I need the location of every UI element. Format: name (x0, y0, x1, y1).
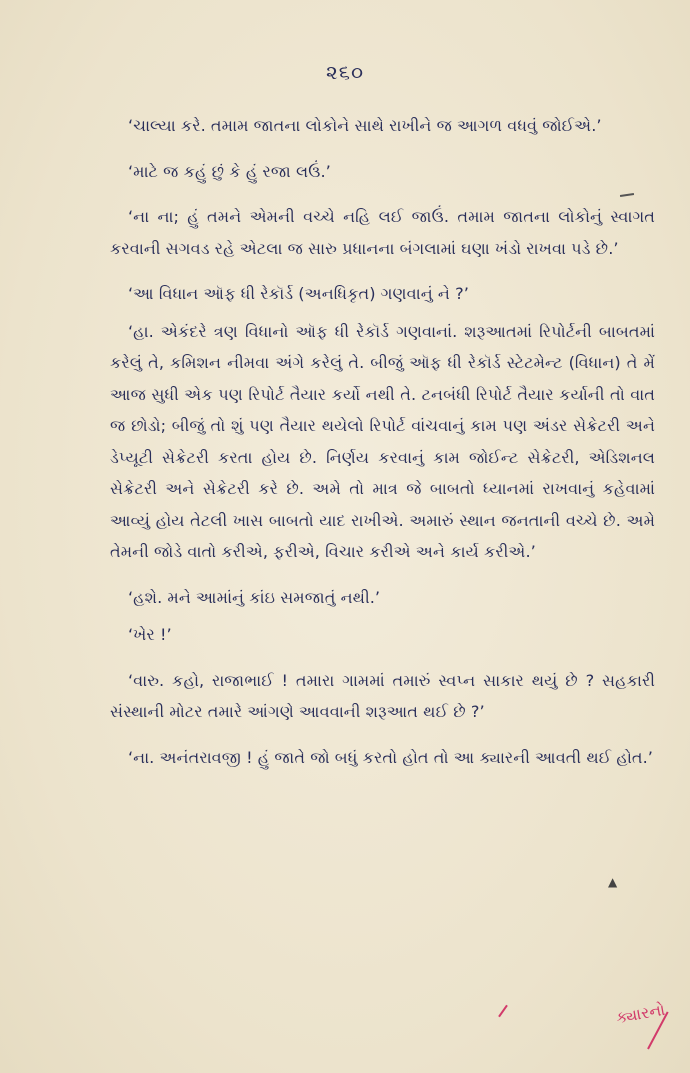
paragraph-6: ‘હશે. મને આમાંનું કાંઇ સમજાતું નથી.’ (128, 587, 381, 607)
paragraph-3: ‘ના ના; હું તમને એમની વચ્ચે નહિ લઈ જાઉં. તમામ જાતના લોકોનું સ્વાગત કરવાની સગવડ રહે એટલા જ સારુ પ્રધાનના બંગલામાં ઘણા ખંડો રાખવા પડે છે.’ (110, 207, 655, 258)
paragraph-7: ‘ખેર !’ (128, 625, 172, 644)
paragraph-8: ‘વારુ. કહો, રાજાભાઈ ! તમારા ગામમાં તમારું સ્વપ્ન સાકાર થયું છે ? સહકારી સંસ્થાની મોટર તમારે આંગણે આવવાની શરૂઆત થઈ છે ?’ (110, 670, 655, 721)
handwritten-annotation: ક્યારનો (614, 999, 667, 1028)
handwritten-strike-mark (498, 1005, 508, 1018)
margin-caret-mark: ▲ (608, 875, 618, 889)
paragraph-9: ‘ના. અનંતરાવજી ! હું જાતે જો બધું કરતો હોત તો આ ક્યારની આવતી થઈ હોત.’ (128, 747, 653, 767)
paragraph-1: ‘ચાલ્યા કરે. તમામ જાતના લોકોને સાથે રાખીને જ આગળ વધવું જોઈએ.’ (128, 116, 602, 135)
paragraph-4: ‘આ વિધાન ઑફ ધી રેકૉર્ડ (અનધિકૃત) ગણવાનું ને ?’ (128, 284, 469, 303)
page-body (110, 110, 655, 773)
paragraph-2: ‘માટે જ કહું છું કે હું રજા લઉં.’ (128, 161, 331, 181)
paragraph-5: ‘હા. એકંદરે ત્રણ વિધાનો ઑફ ધી રેકૉર્ડ ગણવાનાં. શરૂઆતમાં રિપોર્ટની બાબતમાં કરેલું તે, કમિશન નીમવા અંગે કરેલું તે. બીજું ઑફ ધી રેકૉર્ડ સ્ટેટમેન્ટ (વિધાન) તે મેં આજ સુધી એક પણ રિપોર્ટ તૈયાર કર્યો નથી તે. ટનબંધી રિપોર્ટ તૈયાર કર્યાની તો વાત જ છોડો; બીજું તો શું પણ તૈયાર થયેલો રિપોર્ટ વાંચવાનું કામ પણ અંડર સેક્રેટરી અને ડેપ્યૂટી સેક્રેટરી કરતા હોય છે. નિર્ણય કરવાનું કામ જોઈન્ટ સેક્રેટરી, એડિશનલ સેક્રેટરી અને સેક્રેટરી કરે છે. અમે તો માત્ર જે બાબતો ધ્યાનમાં રાખવાનું કહેવામાં આવ્યું હોય તેટલી ખાસ બાબતો યાદ રાખીએ. અમારું સ્થાન જનતાની વચ્ચે છે. અમે તેમની જોડે વાતો કરીએ, ફરીએ, વિચાર કરીએ અને કાર્ય કરીએ.’ (110, 321, 655, 561)
page-number: ૨૬૦ (326, 60, 364, 84)
